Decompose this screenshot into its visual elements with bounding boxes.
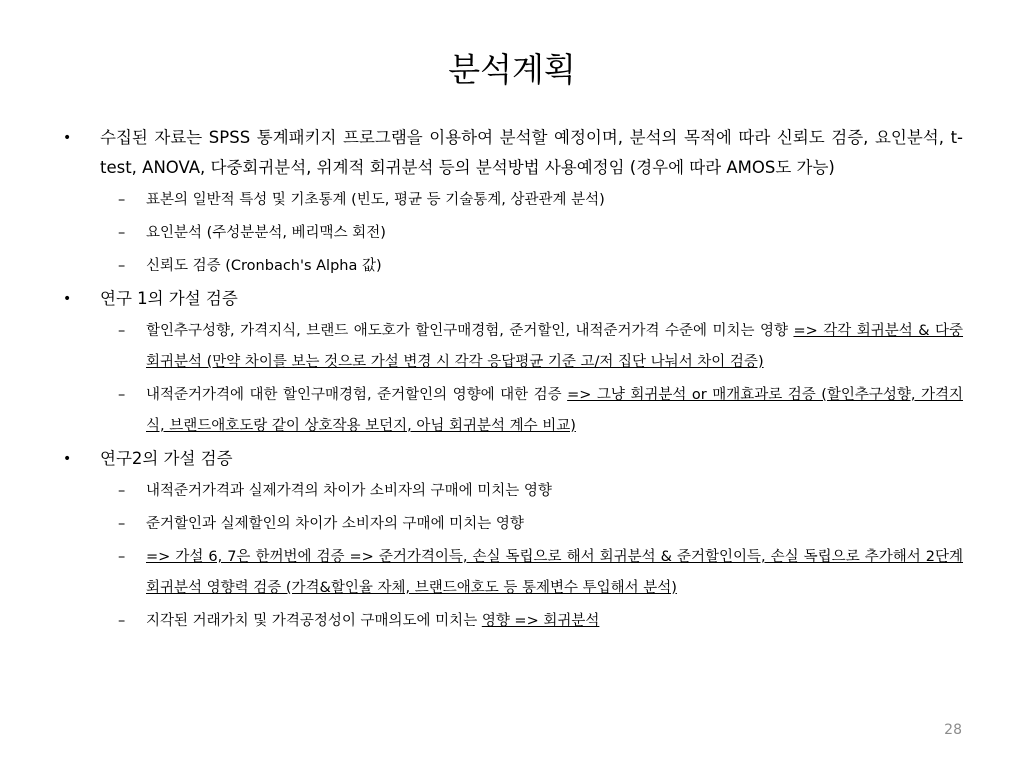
sub-item-text: 지각된 거래가치 및 가격공정성이 구매의도에 미치는 xyxy=(146,613,482,629)
dash-icon: – xyxy=(118,549,126,565)
sub-item-underlined-text: 영향 => 회귀분석 xyxy=(481,613,600,629)
slide-content xyxy=(63,123,963,639)
sub-item-underlined-text: => 가설 6, 7은 한꺼번에 검증 => 준거가격이득, 손실 독립으로 해서 회귀분석 & 준거할인이득, 손실 독립으로 추가해서 2단계 회귀분석 영향력 검증 (가격&할인율 자체, 브랜드애호도 등 통제변수 투입해서 분석) xyxy=(146,549,963,596)
dash-icon: – xyxy=(118,323,126,339)
dash-icon: – xyxy=(118,387,126,403)
sub-item-text: 신뢰도 검증 (Cronbach's Alpha 값) xyxy=(146,258,382,274)
sub-item xyxy=(63,542,963,604)
sub-item xyxy=(63,185,963,216)
sub-item xyxy=(63,606,963,637)
sub-item-text: 요인분석 (주성분분석, 베리맥스 회전) xyxy=(146,225,386,241)
dash-icon: – xyxy=(118,483,126,499)
sub-item-text: 할인추구성향, 가격지식, 브랜드 애도호가 할인구매경험, 준거할인, 내적준거가격 수준에 미치는 영향 xyxy=(146,323,794,339)
page-number: 28 xyxy=(944,722,962,738)
bullet-icon: • xyxy=(63,451,72,467)
sub-item-text: 준거할인과 실제할인의 차이가 소비자의 구매에 미치는 영향 xyxy=(146,516,524,532)
bullet-icon: • xyxy=(63,291,72,307)
sub-item xyxy=(63,476,963,507)
sub-item xyxy=(63,251,963,282)
sub-item-text: 내적준거가격에 대한 할인구매경험, 준거할인의 영향에 대한 검증 xyxy=(146,387,568,403)
slide-title: 분석계획 xyxy=(448,50,576,89)
dash-icon: – xyxy=(118,613,126,629)
bullet-text: 연구 1의 가설 검증 xyxy=(100,289,238,308)
bullet-text: 수집된 자료는 SPSS 통계패키지 프로그램을 이용하여 분석할 예정이며, 분석의 목적에 따라 신뢰도 검증, 요인분석, t-test, ANOVA, 다중회귀분석, 위계적 회귀분석 등의 분석방법 사용예정임 (경우에 따라 AMOS도 가능) xyxy=(100,128,963,177)
sub-item xyxy=(63,218,963,249)
dash-icon: – xyxy=(118,192,126,208)
dash-icon: – xyxy=(118,258,126,274)
bullet-text: 연구2의 가설 검증 xyxy=(100,449,233,468)
bullet-item-analysis-plan xyxy=(63,123,963,183)
sub-item-text: 내적준거가격과 실제가격의 차이가 소비자의 구매에 미치는 영향 xyxy=(146,483,552,499)
sub-item-text: 표본의 일반적 특성 및 기초통계 (빈도, 평균 등 기술통계, 상관관계 분석) xyxy=(146,192,605,208)
bullet-icon: • xyxy=(63,130,72,146)
dash-icon: – xyxy=(118,225,126,241)
sub-item-underlined-text: => 그냥 회귀분석 or 매개효과로 검증 (할인추구성향, 가격지식, 브랜드애호도랑 같이 상호작용 보던지, 아님 회귀분석 계수 비교) xyxy=(146,387,963,434)
sub-item xyxy=(63,316,963,378)
sub-item xyxy=(63,509,963,540)
sub-item xyxy=(63,380,963,442)
bullet-item-study1 xyxy=(63,284,963,314)
sub-item-underlined-text: => 각각 회귀분석 & 다중회귀분석 (만약 차이를 보는 것으로 가설 변경 시 각각 응답평균 기준 고/저 집단 나눠서 차이 검증) xyxy=(146,323,964,370)
bullet-item-study2 xyxy=(63,444,963,474)
dash-icon: – xyxy=(118,516,126,532)
